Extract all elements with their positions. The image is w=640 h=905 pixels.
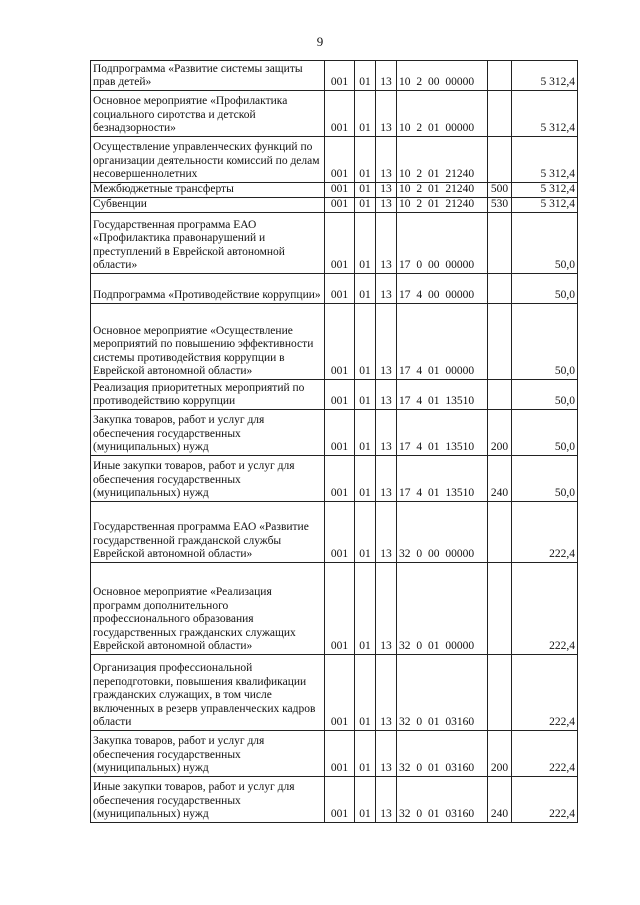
row-amount: 50,0 xyxy=(512,410,578,456)
row-expense-type xyxy=(488,91,512,137)
row-amount: 5 312,4 xyxy=(512,91,578,137)
row-subsection-code: 13 xyxy=(376,137,397,183)
row-subsection-code: 13 xyxy=(376,213,397,274)
table-row xyxy=(91,304,578,380)
row-target-article: 17 4 01 13510 xyxy=(397,410,488,456)
row-name: Подпрограмма «Противодействие коррупции» xyxy=(91,274,325,304)
row-target-article: 17 0 00 00000 xyxy=(397,213,488,274)
row-target-article: 17 4 01 13510 xyxy=(397,380,488,410)
row-admin-code: 001 xyxy=(325,61,355,91)
row-subsection-code: 13 xyxy=(376,410,397,456)
row-subsection-code: 13 xyxy=(376,456,397,502)
table-row xyxy=(91,137,578,183)
row-target-article: 17 4 00 00000 xyxy=(397,274,488,304)
row-admin-code: 001 xyxy=(325,410,355,456)
row-subsection-code: 13 xyxy=(376,563,397,655)
row-section-code: 01 xyxy=(355,731,376,777)
row-name: Иные закупки товаров, работ и услуг для обеспечения государственных (муниципальных) нужд xyxy=(91,777,325,823)
row-name: Основное мероприятие «Профилактика социального сиротства и детской безнадзорности» xyxy=(91,91,325,137)
row-amount: 50,0 xyxy=(512,213,578,274)
row-subsection-code: 13 xyxy=(376,183,397,198)
row-name: Межбюджетные трансферты xyxy=(91,183,325,198)
row-amount: 5 312,4 xyxy=(512,61,578,91)
table-row xyxy=(91,655,578,731)
table-row xyxy=(91,213,578,274)
row-target-article: 10 2 01 00000 xyxy=(397,91,488,137)
row-amount: 222,4 xyxy=(512,777,578,823)
row-admin-code: 001 xyxy=(325,183,355,198)
row-target-article: 10 2 01 21240 xyxy=(397,137,488,183)
row-expense-type xyxy=(488,137,512,183)
row-subsection-code: 13 xyxy=(376,502,397,563)
row-admin-code: 001 xyxy=(325,777,355,823)
row-amount: 5 312,4 xyxy=(512,198,578,213)
row-amount: 5 312,4 xyxy=(512,137,578,183)
row-admin-code: 001 xyxy=(325,91,355,137)
row-amount: 222,4 xyxy=(512,731,578,777)
table-row xyxy=(91,380,578,410)
row-expense-type xyxy=(488,563,512,655)
row-expense-type: 240 xyxy=(488,777,512,823)
row-admin-code: 001 xyxy=(325,198,355,213)
row-target-article: 32 0 01 00000 xyxy=(397,563,488,655)
row-amount: 222,4 xyxy=(512,563,578,655)
row-admin-code: 001 xyxy=(325,137,355,183)
row-subsection-code: 13 xyxy=(376,731,397,777)
row-expense-type: 530 xyxy=(488,198,512,213)
row-subsection-code: 13 xyxy=(376,91,397,137)
row-target-article: 17 4 01 00000 xyxy=(397,304,488,380)
row-section-code: 01 xyxy=(355,91,376,137)
row-admin-code: 001 xyxy=(325,563,355,655)
table-row xyxy=(91,731,578,777)
row-amount: 50,0 xyxy=(512,380,578,410)
row-name: Государственная программа ЕАО «Развитие государственной гражданской службы Еврейской автономной области» xyxy=(91,502,325,563)
row-admin-code: 001 xyxy=(325,380,355,410)
row-expense-type xyxy=(488,380,512,410)
row-expense-type: 200 xyxy=(488,731,512,777)
row-section-code: 01 xyxy=(355,655,376,731)
table-row xyxy=(91,410,578,456)
row-name: Иные закупки товаров, работ и услуг для обеспечения государственных (муниципальных) нужд xyxy=(91,456,325,502)
row-amount: 50,0 xyxy=(512,304,578,380)
table-row xyxy=(91,198,578,213)
row-name: Организация профессиональной переподготовки, повышения квалификации гражданских служащих, в том числе включенных в резерв управленческих кадров области xyxy=(91,655,325,731)
row-target-article: 32 0 01 03160 xyxy=(397,731,488,777)
row-name: Закупка товаров, работ и услуг для обеспечения государственных (муниципальных) нужд xyxy=(91,731,325,777)
row-target-article: 32 0 01 03160 xyxy=(397,655,488,731)
row-section-code: 01 xyxy=(355,304,376,380)
row-section-code: 01 xyxy=(355,410,376,456)
row-expense-type xyxy=(488,61,512,91)
row-subsection-code: 13 xyxy=(376,655,397,731)
table-row xyxy=(91,91,578,137)
row-section-code: 01 xyxy=(355,213,376,274)
table-row xyxy=(91,183,578,198)
row-expense-type xyxy=(488,502,512,563)
row-name: Реализация приоритетных мероприятий по противодействию коррупции xyxy=(91,380,325,410)
row-name: Подпрограмма «Развитие системы защиты прав детей» xyxy=(91,61,325,91)
row-section-code: 01 xyxy=(355,563,376,655)
row-section-code: 01 xyxy=(355,777,376,823)
table-body xyxy=(91,61,578,823)
table-row xyxy=(91,563,578,655)
row-admin-code: 001 xyxy=(325,502,355,563)
budget-table xyxy=(90,60,578,823)
row-name: Осуществление управленческих функций по организации деятельности комиссий по делам несовершеннолетних xyxy=(91,137,325,183)
row-admin-code: 001 xyxy=(325,304,355,380)
table-row xyxy=(91,502,578,563)
row-name: Основное мероприятие «Реализация программ дополнительного профессионального образования государственных гражданских служащих Еврейской автономной области» xyxy=(91,563,325,655)
row-admin-code: 001 xyxy=(325,731,355,777)
row-expense-type: 240 xyxy=(488,456,512,502)
row-section-code: 01 xyxy=(355,137,376,183)
row-expense-type xyxy=(488,655,512,731)
row-target-article: 10 2 01 21240 xyxy=(397,183,488,198)
page-number: 9 xyxy=(316,34,324,49)
row-admin-code: 001 xyxy=(325,655,355,731)
row-section-code: 01 xyxy=(355,61,376,91)
row-expense-type xyxy=(488,213,512,274)
row-section-code: 01 xyxy=(355,274,376,304)
row-subsection-code: 13 xyxy=(376,274,397,304)
row-admin-code: 001 xyxy=(325,213,355,274)
row-subsection-code: 13 xyxy=(376,198,397,213)
row-section-code: 01 xyxy=(355,380,376,410)
row-name: Государственная программа ЕАО «Профилактика правонарушений и преступлений в Еврейской автономной области» xyxy=(91,213,325,274)
row-section-code: 01 xyxy=(355,502,376,563)
row-amount: 5 312,4 xyxy=(512,183,578,198)
table-row xyxy=(91,274,578,304)
row-expense-type: 200 xyxy=(488,410,512,456)
row-section-code: 01 xyxy=(355,198,376,213)
row-expense-type xyxy=(488,304,512,380)
table-row xyxy=(91,777,578,823)
row-amount: 222,4 xyxy=(512,655,578,731)
row-amount: 50,0 xyxy=(512,456,578,502)
row-subsection-code: 13 xyxy=(376,777,397,823)
row-target-article: 10 2 01 21240 xyxy=(397,198,488,213)
row-expense-type xyxy=(488,274,512,304)
row-subsection-code: 13 xyxy=(376,61,397,91)
table-row xyxy=(91,456,578,502)
row-section-code: 01 xyxy=(355,456,376,502)
row-target-article: 32 0 00 00000 xyxy=(397,502,488,563)
row-name: Закупка товаров, работ и услуг для обеспечения государственных (муниципальных) нужд xyxy=(91,410,325,456)
row-target-article: 32 0 01 03160 xyxy=(397,777,488,823)
row-target-article: 17 4 01 13510 xyxy=(397,456,488,502)
row-subsection-code: 13 xyxy=(376,304,397,380)
row-amount: 222,4 xyxy=(512,502,578,563)
row-subsection-code: 13 xyxy=(376,380,397,410)
row-expense-type: 500 xyxy=(488,183,512,198)
row-name: Основное мероприятие «Осуществление мероприятий по повышению эффективности системы противодействия коррупции в Еврейской автономной области» xyxy=(91,304,325,380)
row-admin-code: 001 xyxy=(325,274,355,304)
row-admin-code: 001 xyxy=(325,456,355,502)
row-section-code: 01 xyxy=(355,183,376,198)
table-row xyxy=(91,61,578,91)
row-amount: 50,0 xyxy=(512,274,578,304)
row-name: Субвенции xyxy=(91,198,325,213)
row-target-article: 10 2 00 00000 xyxy=(397,61,488,91)
